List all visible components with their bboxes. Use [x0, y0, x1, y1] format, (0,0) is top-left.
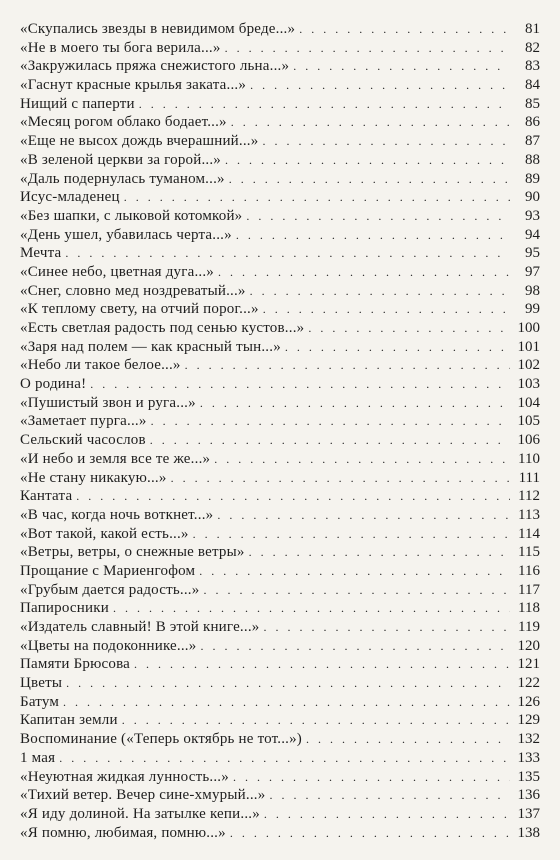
toc-entry: [20, 543, 540, 562]
toc-entry: [20, 655, 540, 674]
toc-entry: [20, 506, 540, 525]
toc-entry: [20, 487, 540, 506]
toc-entry-page-number: 103: [517, 376, 540, 393]
toc-entry-title: Батум: [20, 693, 60, 710]
toc-entry-title: Исус-младенец: [20, 189, 120, 206]
toc-entry: [20, 768, 540, 787]
dot-leader: [249, 543, 510, 562]
dot-leader: [200, 394, 510, 413]
dot-leader: [250, 282, 510, 301]
toc-entry-title: «Издатель славный! В этой книге...»: [20, 619, 260, 635]
toc-entry-page-number: 87: [525, 133, 540, 150]
toc-entry-title: Нищий с паперти: [20, 95, 135, 112]
toc-entry: [20, 57, 540, 76]
toc-entry: [20, 469, 540, 488]
toc-entry-page-number: 126: [517, 693, 540, 710]
toc-entry-title: «Я иду долиной. На затылке кепи...»: [20, 805, 260, 822]
dot-leader: [134, 655, 510, 674]
toc-entry-page-number: 105: [517, 413, 540, 430]
toc-entry-page-number: 138: [517, 824, 540, 841]
toc-entry-title: 1 мая: [20, 749, 56, 766]
dot-leader: [263, 618, 510, 637]
toc-entry-title: «В зеленой церкви за горой...»: [20, 151, 222, 168]
toc-entry: [20, 95, 540, 114]
toc-entry-title: Папиросники: [20, 600, 109, 617]
toc-entry: [20, 263, 540, 282]
toc-entry-title: «Не в моего ты бога верила...»: [20, 39, 221, 56]
toc-entry-title: «Вот такой, какой есть...»: [20, 525, 189, 542]
toc-entry-title: «Не стану никакую...»: [20, 469, 167, 486]
dot-leader: [171, 469, 510, 488]
toc-entry: [20, 730, 540, 749]
dot-leader: [63, 693, 510, 712]
dot-leader: [262, 132, 510, 151]
toc-entry-page-number: 95: [525, 245, 540, 262]
toc-entry: [20, 170, 540, 189]
toc-entry-title: «Неуютная жидкая лунность...»: [20, 768, 229, 785]
dot-leader: [59, 749, 510, 768]
toc-entry-title: Кантата: [20, 488, 73, 505]
toc-entry-title: «К теплому свету, на отчий порог...»: [20, 301, 259, 318]
toc-entry: [20, 599, 540, 618]
toc-entry-title: «День ушел, убавилась черта...»: [20, 226, 232, 243]
toc-entry: [20, 674, 540, 693]
toc-entry-page-number: 81: [525, 21, 540, 37]
toc-entry: [20, 188, 540, 207]
toc-entry: [20, 693, 540, 712]
toc-entry-title: «Пушистый звон и руга...»: [20, 394, 196, 411]
toc-entry: [20, 39, 540, 58]
toc-entry: [20, 244, 540, 263]
dot-leader: [217, 506, 510, 525]
dot-leader: [76, 487, 510, 506]
toc-entry-title: «Заметает пурга...»: [20, 413, 147, 430]
toc-entry: [20, 618, 540, 637]
dot-leader: [236, 226, 510, 245]
toc-entry-page-number: 118: [518, 600, 540, 617]
dot-leader: [231, 113, 510, 132]
dot-leader: [269, 786, 510, 805]
toc-entry-title: «Заря над полем — как красный тын...»: [20, 338, 281, 355]
dot-leader: [185, 356, 510, 375]
toc-entry-page-number: 112: [518, 488, 540, 505]
toc-entry: [20, 450, 540, 469]
toc-entry-page-number: 114: [518, 525, 540, 542]
toc-entry-page-number: 129: [517, 712, 540, 729]
dot-leader: [124, 188, 510, 207]
toc-entry-page-number: 117: [518, 581, 540, 598]
toc-entry: [20, 300, 540, 319]
toc-entry-page-number: 119: [518, 619, 540, 635]
dot-leader: [199, 562, 510, 581]
toc-entry-title: О родина!: [20, 376, 87, 393]
dot-leader: [203, 581, 510, 600]
toc-entry-page-number: 132: [517, 731, 540, 748]
toc-entry-title: «Закружилась пряжа снежистого льна...»: [20, 58, 290, 75]
toc-entry: [20, 319, 540, 338]
toc-entry-page-number: 84: [525, 77, 540, 94]
toc-entry-page-number: 136: [517, 787, 540, 804]
toc-entry-title: Капитан земли: [20, 712, 118, 729]
dot-leader: [229, 170, 510, 189]
toc-entry: [20, 207, 540, 226]
dot-leader: [150, 431, 510, 450]
toc-entry-title: «Тихий ветер. Вечер сине-хмурый...»: [20, 787, 266, 804]
dot-leader: [233, 768, 510, 787]
toc-entry: [20, 356, 540, 375]
toc-entry-page-number: 111: [518, 469, 540, 486]
toc-entry-title: Воспоминание («Теперь октябрь не тот...»): [20, 731, 303, 748]
toc-entry-page-number: 83: [525, 58, 540, 75]
dot-leader: [225, 151, 510, 170]
dot-leader: [250, 76, 510, 95]
toc-entry-page-number: 121: [517, 656, 540, 673]
dot-leader: [293, 57, 510, 76]
toc-entry: [20, 394, 540, 413]
dot-leader: [306, 730, 510, 749]
toc-entry-title: «Месяц рогом облако бодает...»: [20, 114, 227, 131]
toc-entry-page-number: 120: [517, 637, 540, 654]
dot-leader: [230, 824, 510, 843]
toc-entry-title: Мечта: [20, 245, 62, 262]
toc-entry-page-number: 99: [525, 301, 540, 318]
toc-entry-title: «Еще не высох дождь вчерашний...»: [20, 133, 259, 150]
dot-leader: [66, 674, 510, 693]
dot-leader: [193, 525, 510, 544]
toc-entry-title: Цветы: [20, 675, 63, 692]
toc-entry-title: «Есть светлая радость под сенью кустов...»: [20, 320, 305, 336]
toc-entry: [20, 20, 540, 39]
toc-entry-page-number: 135: [517, 768, 540, 785]
toc-entry: [20, 151, 540, 170]
toc-entry-page-number: 100: [517, 320, 540, 336]
toc-entry-page-number: 101: [517, 338, 540, 355]
toc-entry-page-number: 88: [525, 151, 540, 168]
toc-entry-page-number: 115: [518, 544, 540, 561]
dot-leader: [264, 805, 510, 824]
dot-leader: [299, 20, 510, 39]
toc-entry-page-number: 90: [525, 189, 540, 206]
toc-entry-page-number: 133: [517, 749, 540, 766]
toc-entry: [20, 338, 540, 357]
toc-entry-page-number: 97: [525, 263, 540, 280]
toc-entry: [20, 805, 540, 824]
dot-leader: [225, 39, 510, 58]
dot-leader: [218, 263, 510, 282]
toc-entry-title: «Скупались звезды в невидимом бреде...»: [20, 21, 296, 37]
toc-entry: [20, 132, 540, 151]
toc-entry-title: «Цветы на подоконнике...»: [20, 637, 197, 654]
toc-entry-title: «Без шапки, с лыковой котомкой»: [20, 207, 243, 224]
toc-entry-title: «Я помню, любимая, помню...»: [20, 824, 226, 841]
toc-entry: [20, 76, 540, 95]
toc-entry-title: «Снег, словно мед ноздреватый...»: [20, 282, 246, 299]
toc-entry-page-number: 110: [518, 450, 540, 467]
toc-entry: [20, 711, 540, 730]
toc-entry-title: «В час, когда ночь воткнет...»: [20, 506, 214, 523]
toc-entry-page-number: 85: [525, 95, 540, 112]
toc-entry: [20, 375, 540, 394]
toc-entry-page-number: 113: [518, 506, 540, 523]
toc-entry-page-number: 122: [517, 675, 540, 692]
toc-entry-page-number: 98: [525, 282, 540, 299]
dot-leader: [285, 338, 510, 357]
toc-entry: [20, 581, 540, 600]
toc-entry: [20, 637, 540, 656]
toc-entry: [20, 824, 540, 843]
table-of-contents: [20, 20, 540, 842]
dot-leader: [151, 412, 510, 431]
toc-entry-page-number: 86: [525, 114, 540, 131]
toc-entry-title: «Синее небо, цветная дуга...»: [20, 263, 215, 280]
toc-entry-title: Памяти Брюсова: [20, 656, 131, 673]
dot-leader: [246, 207, 510, 226]
toc-entry-page-number: 82: [525, 39, 540, 56]
toc-entry-title: «И небо и земля все те же...»: [20, 450, 211, 467]
toc-entry-title: «Даль подернулась туманом...»: [20, 170, 225, 187]
dot-leader: [113, 599, 510, 618]
dot-leader: [90, 375, 510, 394]
toc-entry-page-number: 89: [525, 170, 540, 187]
dot-leader: [200, 637, 510, 656]
toc-entry: [20, 431, 540, 450]
toc-entry-title: «Грубым дается радость...»: [20, 581, 200, 598]
toc-entry: [20, 113, 540, 132]
toc-entry-page-number: 106: [517, 432, 540, 449]
toc-entry-page-number: 93: [525, 207, 540, 224]
dot-leader: [214, 450, 510, 469]
toc-entry-title: «Ветры, ветры, о снежные ветры»: [20, 544, 245, 561]
toc-entry: [20, 282, 540, 301]
toc-entry-page-number: 116: [518, 562, 540, 579]
toc-entry-page-number: 137: [517, 805, 540, 822]
dot-leader: [308, 319, 510, 338]
toc-entry-title: Прощание с Мариенгофом: [20, 562, 196, 579]
toc-entry-title: «Небо ли такое белое...»: [20, 357, 181, 374]
toc-entry-title: «Гаснут красные крылья заката...»: [20, 77, 247, 94]
toc-entry-page-number: 102: [517, 357, 540, 374]
toc-entry: [20, 226, 540, 245]
toc-entry-page-number: 104: [517, 394, 540, 411]
dot-leader: [263, 300, 510, 319]
dot-leader: [65, 244, 510, 263]
toc-entry: [20, 525, 540, 544]
dot-leader: [122, 711, 510, 730]
toc-entry: [20, 749, 540, 768]
toc-entry-page-number: 94: [525, 226, 540, 243]
dot-leader: [139, 95, 510, 114]
toc-entry: [20, 786, 540, 805]
toc-entry: [20, 412, 540, 431]
toc-entry: [20, 562, 540, 581]
toc-entry-title: Сельский часослов: [20, 432, 146, 449]
